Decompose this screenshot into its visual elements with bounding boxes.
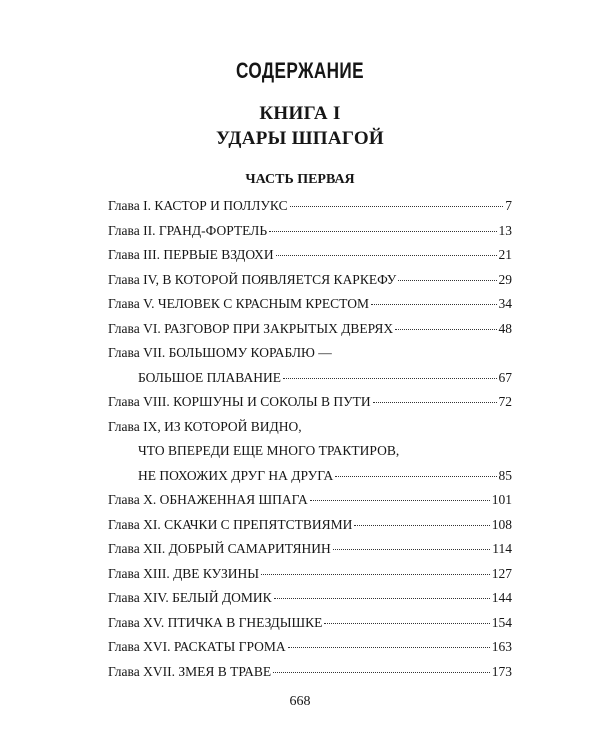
chapter-page-number: 144 bbox=[491, 590, 512, 605]
chapter-title: Глава XVII. ЗМЕЯ В ТРАВЕ bbox=[108, 663, 272, 679]
dot-leader bbox=[276, 255, 497, 256]
toc-entry-continuation bbox=[108, 370, 512, 395]
toc-entry bbox=[108, 419, 512, 444]
toc-entry bbox=[108, 321, 512, 346]
toc-entry bbox=[108, 394, 512, 419]
dot-leader bbox=[335, 476, 496, 477]
chapter-title: Глава XIV. БЕЛЫЙ ДОМИК bbox=[108, 590, 272, 605]
chapter-title: Глава XVI. РАСКАТЫ ГРОМА bbox=[108, 639, 286, 654]
contents-title: СОДЕРЖАНИЕ bbox=[236, 58, 364, 83]
chapter-title: БОЛЬШОЕ ПЛАВАНИЕ bbox=[138, 369, 281, 385]
chapter-title: Глава IX, ИЗ КОТОРОЙ ВИДНО, bbox=[108, 418, 302, 434]
toc-entry bbox=[108, 517, 512, 542]
toc-entry bbox=[108, 541, 512, 566]
chapter-page-number: 13 bbox=[498, 222, 512, 238]
dot-leader bbox=[395, 329, 496, 330]
chapter-title: Глава XI. СКАЧКИ С ПРЕПЯТСТВИЯМИ bbox=[108, 516, 353, 532]
chapter-page-number: 34 bbox=[498, 296, 512, 311]
chapter-page-number: 7 bbox=[505, 198, 512, 213]
chapter-title: Глава IV, В КОТОРОЙ ПОЯВЛЯЕТСЯ КАРКЕФУ bbox=[108, 271, 397, 287]
dot-leader bbox=[398, 280, 496, 281]
table-of-contents bbox=[108, 198, 512, 688]
chapter-title: Глава II. ГРАНД-ФОРТЕЛЬ bbox=[108, 222, 268, 238]
chapter-page-number: 72 bbox=[498, 394, 512, 409]
toc-entry bbox=[108, 272, 512, 297]
chapter-title: Глава XIII. ДВЕ КУЗИНЫ bbox=[108, 565, 260, 581]
chapter-title: НЕ ПОХОЖИХ ДРУГ НА ДРУГА bbox=[138, 467, 334, 483]
chapter-title: Глава V. ЧЕЛОВЕК С КРАСНЫМ КРЕСТОМ bbox=[108, 296, 369, 311]
toc-entry bbox=[108, 566, 512, 591]
toc-entry bbox=[108, 247, 512, 272]
toc-entry bbox=[108, 492, 512, 517]
chapter-page-number: 154 bbox=[491, 614, 512, 630]
chapter-page-number: 67 bbox=[498, 369, 512, 385]
chapter-title: Глава XII. ДОБРЫЙ САМАРИТЯНИН bbox=[108, 541, 331, 556]
chapter-page-number: 114 bbox=[492, 541, 512, 556]
chapter-title: Глава XV. ПТИЧКА В ГНЕЗДЫШКЕ bbox=[108, 614, 323, 630]
chapter-title: Глава VI. РАЗГОВОР ПРИ ЗАКРЫТЫХ ДВЕРЯХ bbox=[108, 320, 394, 336]
chapter-title: ЧТО ВПЕРЕДИ ЕЩЕ МНОГО ТРАКТИРОВ, bbox=[138, 443, 400, 458]
dot-leader bbox=[333, 549, 490, 550]
dot-leader bbox=[354, 525, 489, 526]
toc-entry-continuation bbox=[108, 468, 512, 493]
dot-leader bbox=[290, 206, 504, 207]
dot-leader bbox=[261, 574, 490, 575]
chapter-page-number: 29 bbox=[498, 271, 512, 287]
chapter-page-number: 101 bbox=[491, 492, 512, 507]
dot-leader bbox=[273, 672, 490, 673]
chapter-page-number: 173 bbox=[491, 663, 512, 679]
toc-entry bbox=[108, 198, 512, 223]
chapter-page-number: 85 bbox=[498, 467, 512, 483]
toc-entry bbox=[108, 345, 512, 370]
toc-entry bbox=[108, 615, 512, 640]
page-number: 668 bbox=[289, 694, 311, 709]
toc-entry bbox=[108, 590, 512, 615]
dot-leader bbox=[283, 378, 497, 379]
chapter-page-number: 163 bbox=[491, 639, 512, 654]
chapter-title: Глава VIII. КОРШУНЫ И СОКОЛЫ В ПУТИ bbox=[108, 394, 371, 409]
dot-leader bbox=[310, 500, 490, 501]
chapter-page-number: 48 bbox=[498, 320, 512, 336]
chapter-title: Глава X. ОБНАЖЕННАЯ ШПАГА bbox=[108, 492, 308, 507]
toc-entry bbox=[108, 664, 512, 689]
book-number: КНИГА I bbox=[259, 103, 341, 124]
dot-leader bbox=[373, 402, 497, 403]
chapter-page-number: 127 bbox=[491, 565, 512, 581]
dot-leader bbox=[288, 647, 490, 648]
chapter-title: Глава III. ПЕРВЫЕ ВЗДОХИ bbox=[108, 247, 274, 262]
book-title: УДАРЫ ШПАГОЙ bbox=[216, 128, 384, 149]
toc-entry bbox=[108, 296, 512, 321]
chapter-title: Глава I. КАСТОР И ПОЛЛУКС bbox=[108, 198, 288, 213]
dot-leader bbox=[274, 598, 490, 599]
dot-leader bbox=[269, 231, 496, 232]
chapter-page-number: 108 bbox=[491, 516, 512, 532]
chapter-page-number: 21 bbox=[498, 247, 512, 262]
toc-entry bbox=[108, 639, 512, 664]
toc-entry bbox=[108, 223, 512, 248]
chapter-title: Глава VII. БОЛЬШОМУ КОРАБЛЮ — bbox=[108, 345, 332, 360]
dot-leader bbox=[371, 304, 497, 305]
toc-entry-continuation bbox=[108, 443, 512, 468]
part-title: ЧАСТЬ ПЕРВАЯ bbox=[245, 172, 355, 187]
dot-leader bbox=[324, 623, 489, 624]
